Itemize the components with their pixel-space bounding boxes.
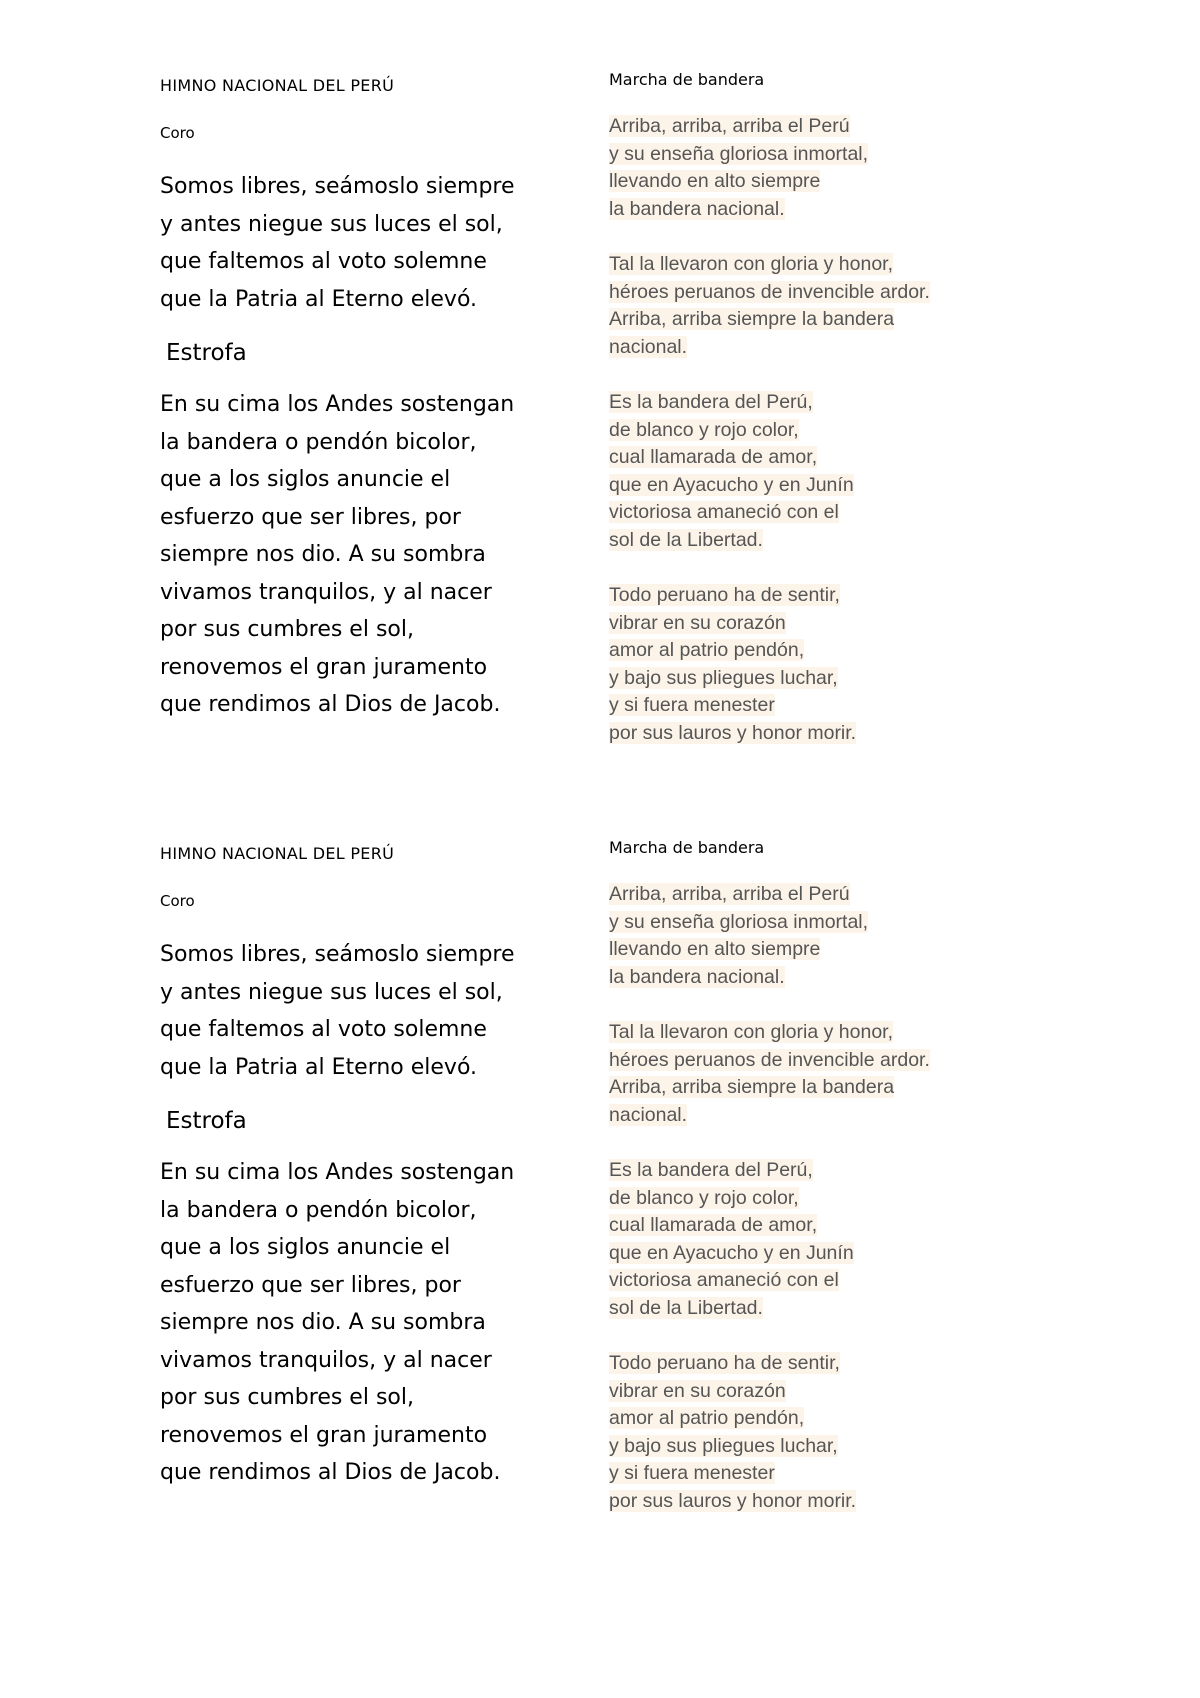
lyric-line: amor al patrio pendón, [609, 1407, 805, 1430]
lyric-line: siempre nos dio. A su sombra [160, 542, 486, 567]
lyric-line: que en Ayacucho y en Junín [609, 1241, 854, 1264]
march-lyrics [609, 881, 930, 1543]
lyrics-sheet-2 [0, 768, 1200, 1528]
lyric-line: renovemos el gran juramento [160, 654, 488, 680]
lyric-line: Es la bandera del Perú, [609, 1158, 813, 1181]
lyric-line: y su enseña gloriosa inmortal, [609, 142, 869, 165]
lyric-line: que a los siglos anuncie el [160, 467, 451, 492]
march-title: Marcha de bandera [609, 70, 765, 89]
lyric-line: por sus lauros y honor morir. [609, 1490, 857, 1513]
march-title: Marcha de bandera [609, 838, 765, 857]
lyric-line: y antes niegue sus luces el sol, [160, 979, 503, 1005]
lyric-line: y bajo sus pliegues luchar, [609, 666, 838, 689]
lyric-line: amor al patrio pendón, [609, 639, 805, 662]
lyric-line: que la Patria al Eterno elevó. [160, 286, 478, 312]
lyric-line: Es la bandera del Perú, [609, 390, 813, 413]
lyric-line: que a los siglos anuncie el [160, 1235, 451, 1260]
lyric-line: victoriosa amaneció con el [609, 1269, 839, 1292]
lyric-line: por sus cumbres el sol, [160, 617, 414, 642]
march-lyrics [609, 113, 930, 775]
lyric-line: Arriba, arriba siempre la bandera [609, 1076, 895, 1099]
lyric-line: cual llamarada de amor, [609, 1214, 818, 1237]
lyric-line: Somos libres, seámoslo siempre [160, 174, 515, 199]
march-stanza [609, 582, 930, 748]
lyric-line: cual llamarada de amor, [609, 446, 818, 469]
chorus-lyrics [160, 936, 515, 1086]
march-stanza [609, 389, 930, 555]
march-stanza [609, 881, 930, 991]
lyric-line: siempre nos dio. A su sombra [160, 1310, 486, 1335]
lyric-line: Todo peruano ha de sentir, [609, 1352, 840, 1375]
lyric-line: y bajo sus pliegues luchar, [609, 1434, 838, 1457]
lyric-line: héroes peruanos de invencible ardor. [609, 280, 930, 303]
verse-label: Estrofa [166, 340, 247, 366]
lyric-line: vivamos tranquilos, y al nacer [160, 1347, 492, 1373]
chorus-label: Coro [160, 124, 195, 142]
lyrics-sheet-1 [0, 0, 1200, 760]
lyric-line: Arriba, arriba, arriba el Perú [609, 115, 850, 137]
hymn-title: HIMNO NACIONAL DEL PERÚ [160, 76, 395, 95]
lyric-line: la bandera o pendón bicolor, [160, 1197, 477, 1223]
lyric-line: vibrar en su corazón [609, 611, 786, 634]
verse-label: Estrofa [166, 1108, 247, 1134]
lyric-line: por sus lauros y honor morir. [609, 722, 857, 745]
chorus-label: Coro [160, 892, 195, 910]
lyric-line: Arriba, arriba, arriba el Perú [609, 883, 850, 905]
lyric-line: renovemos el gran juramento [160, 1422, 488, 1448]
lyric-line: victoriosa amaneció con el [609, 501, 839, 524]
lyric-line: Somos libres, seámoslo siempre [160, 942, 515, 967]
lyric-line: sol de la Libertad. [609, 1296, 763, 1319]
lyric-line: la bandera o pendón bicolor, [160, 429, 477, 455]
lyric-line: la bandera nacional. [609, 197, 785, 220]
lyric-line: nacional. [609, 1103, 688, 1126]
march-stanza [609, 1350, 930, 1516]
lyric-line: Tal la llevaron con gloria y honor, [609, 1020, 893, 1043]
hymn-title: HIMNO NACIONAL DEL PERÚ [160, 844, 395, 863]
lyric-line: nacional. [609, 335, 688, 358]
verse-lyrics [160, 1154, 514, 1492]
march-stanza [609, 251, 930, 361]
lyric-line: En su cima los Andes sostengan [160, 1160, 515, 1185]
lyric-line: y su enseña gloriosa inmortal, [609, 910, 869, 933]
verse-lyrics [160, 386, 514, 724]
march-stanza [609, 113, 930, 223]
lyric-line: héroes peruanos de invencible ardor. [609, 1048, 930, 1071]
lyric-line: llevando en alto siempre [609, 170, 821, 193]
march-stanza [609, 1157, 930, 1323]
lyric-line: que la Patria al Eterno elevó. [160, 1054, 478, 1080]
lyric-line: la bandera nacional. [609, 965, 785, 988]
lyric-line: que faltemos al voto solemne [160, 249, 487, 274]
lyric-line: esfuerzo que ser libres, por [160, 504, 461, 530]
lyric-line: vivamos tranquilos, y al nacer [160, 579, 492, 605]
lyric-line: por sus cumbres el sol, [160, 1385, 414, 1410]
lyric-line: Todo peruano ha de sentir, [609, 584, 840, 607]
chorus-lyrics [160, 168, 515, 318]
lyric-line: que rendimos al Dios de Jacob. [160, 1460, 501, 1485]
lyric-line: Tal la llevaron con gloria y honor, [609, 252, 893, 275]
march-stanza [609, 1019, 930, 1129]
lyric-line: En su cima los Andes sostengan [160, 392, 515, 417]
lyric-line: vibrar en su corazón [609, 1379, 786, 1402]
lyric-line: de blanco y rojo color, [609, 1186, 799, 1209]
lyric-line: Arriba, arriba siempre la bandera [609, 308, 895, 331]
lyric-line: sol de la Libertad. [609, 528, 763, 551]
lyric-line: llevando en alto siempre [609, 938, 821, 961]
lyric-line: que rendimos al Dios de Jacob. [160, 692, 501, 717]
lyric-line: esfuerzo que ser libres, por [160, 1272, 461, 1298]
lyric-line: y si fuera menester [609, 694, 775, 717]
lyric-line: y si fuera menester [609, 1462, 775, 1485]
lyric-line: que faltemos al voto solemne [160, 1017, 487, 1042]
lyric-line: que en Ayacucho y en Junín [609, 473, 854, 496]
lyric-line: y antes niegue sus luces el sol, [160, 211, 503, 237]
lyric-line: de blanco y rojo color, [609, 418, 799, 441]
